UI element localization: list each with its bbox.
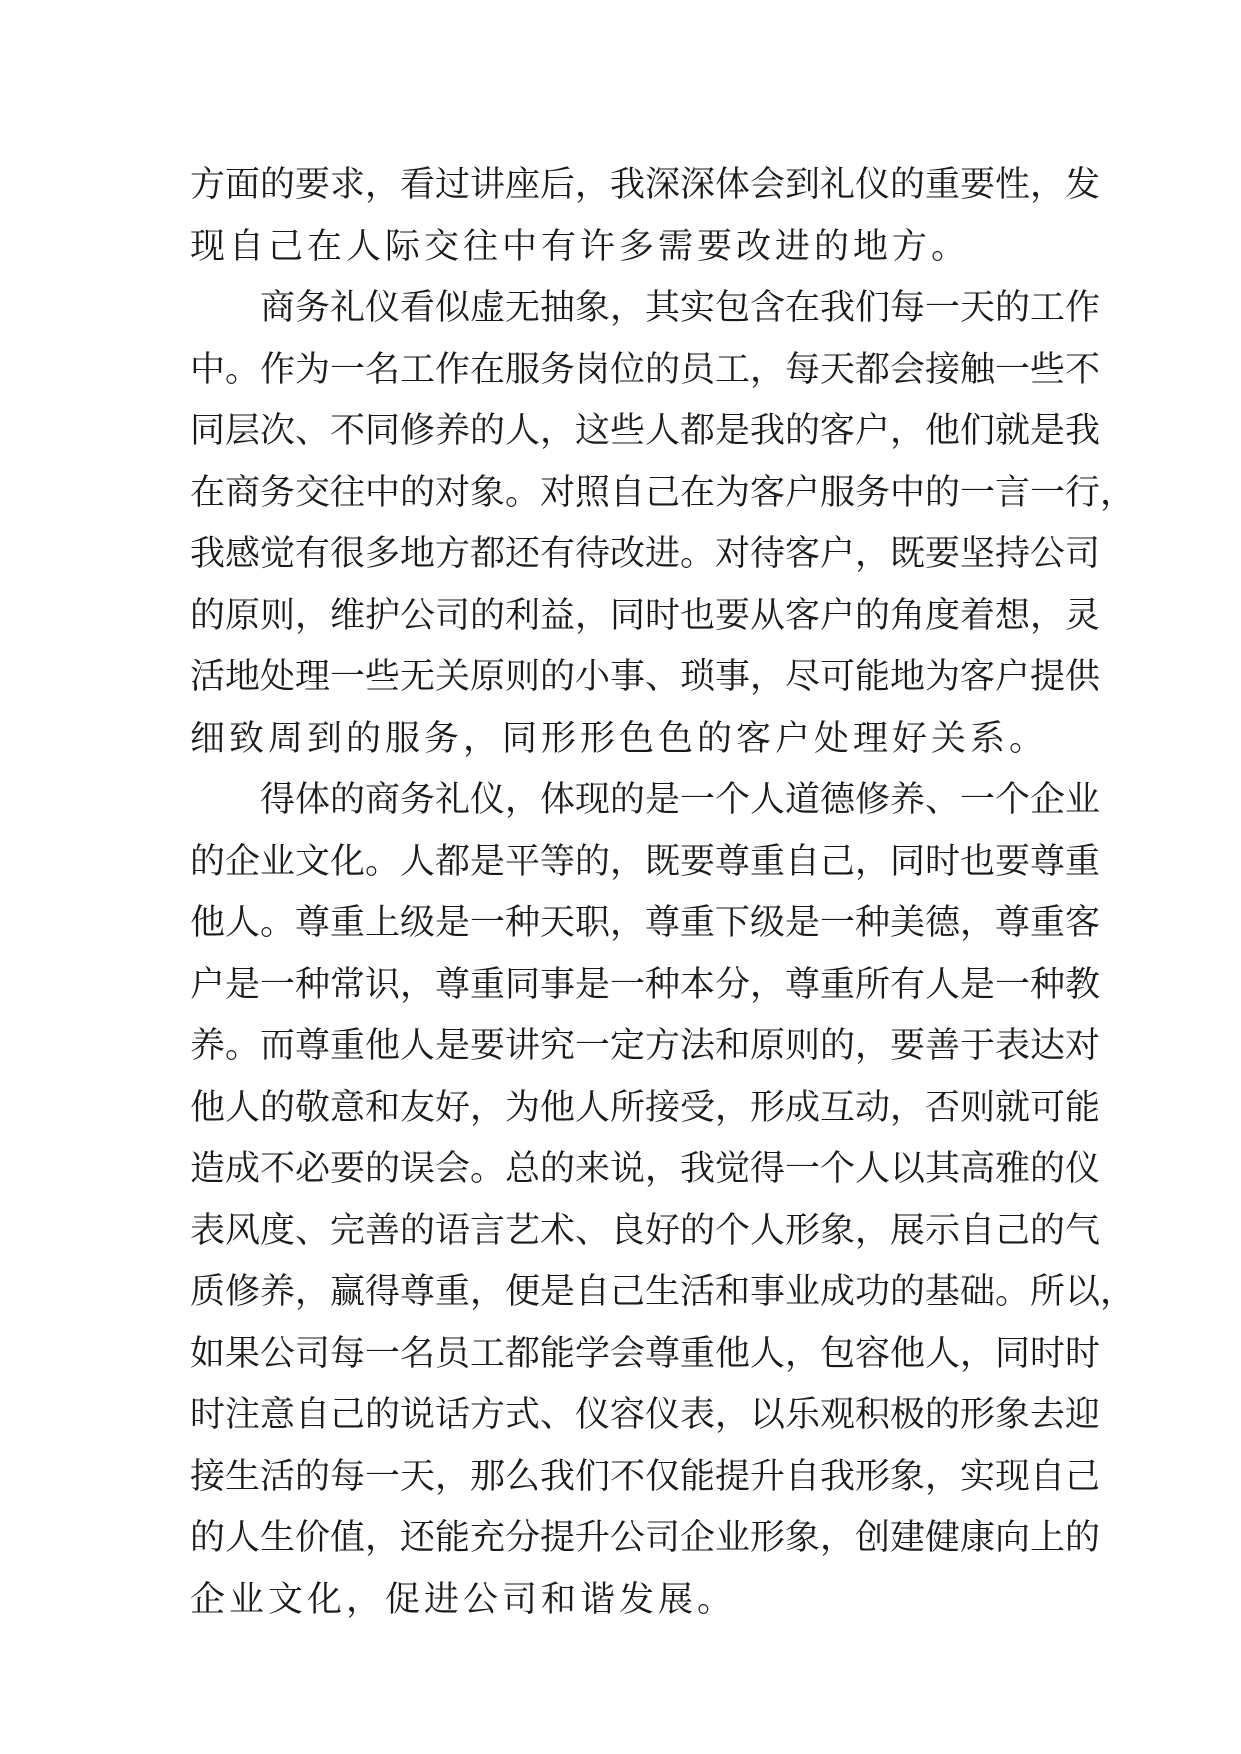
text-line: 时注意自己的说话方式、仪容仪表，以乐观积极的形象去迎 — [190, 1395, 1101, 1435]
text-line: 造成不必要的误会。总的来说，我觉得一个人以其高雅的仪 — [190, 1149, 1101, 1189]
text-line: 在商务交往中的对象。对照自己在为客户服务中的一言一行， — [190, 472, 1136, 513]
paragraph — [190, 155, 1101, 278]
text-line: 表风度、完善的语言艺术、良好的个人形象，展示自己的气 — [190, 1210, 1101, 1251]
text-line: 质修养，赢得尊重，便是自己生活和事业成功的基础。所以， — [190, 1272, 1136, 1312]
text-line: 的原则，维护公司的利益，同时也要从客户的角度着想，灵 — [190, 595, 1101, 636]
text-line: 如果公司每一名员工都能学会尊重他人，包容他人，同时时 — [190, 1333, 1101, 1374]
text-line: 现自己在人际交往中有许多需要改进的地方。 — [190, 226, 971, 267]
text-line: 他人的敬意和友好，为他人所接受，形成互动，否则就可能 — [190, 1087, 1101, 1128]
text-line: 方面的要求，看过讲座后，我深深体会到礼仪的重要性，发 — [190, 165, 1101, 205]
text-line: 他人。尊重上级是一种天职，尊重下级是一种美德，尊重客 — [190, 903, 1101, 943]
text-line: 活地处理一些无关原则的小事、琐事，尽可能地为客户提供 — [190, 657, 1101, 697]
text-line: 养。而尊重他人是要讲究一定方法和原则的，要善于表达对 — [190, 1026, 1101, 1066]
text-line: 企业文化，促进公司和谐发展。 — [190, 1579, 737, 1620]
text-line: 同层次、不同修养的人，这些人都是我的客户，他们就是我 — [190, 411, 1101, 451]
text-line: 商务礼仪看似虚无抽象，其实包含在我们每一天的工作 — [260, 288, 1101, 328]
text-line: 我感觉有很多地方都还有待改进。对待客户，既要坚持公司 — [190, 534, 1101, 574]
paragraph — [190, 278, 1136, 770]
text-line: 接生活的每一天，那么我们不仅能提升自我形象，实现自己 — [190, 1456, 1101, 1497]
text-line: 得体的商务礼仪，体现的是一个人道德修养、一个企业 — [260, 780, 1101, 820]
paragraph — [190, 770, 1136, 1631]
text-line: 中。作为一名工作在服务岗位的员工，每天都会接触一些不 — [190, 349, 1101, 390]
text-line: 的企业文化。人都是平等的，既要尊重自己，同时也要尊重 — [190, 841, 1101, 882]
text-line: 户是一种常识，尊重同事是一种本分，尊重所有人是一种教 — [190, 964, 1101, 1005]
text-line: 的人生价值，还能充分提升公司企业形象，创建健康向上的 — [190, 1518, 1101, 1558]
body-text — [190, 155, 1136, 1631]
text-line: 细致周到的服务，同形形色色的客户处理好关系。 — [190, 718, 1049, 759]
